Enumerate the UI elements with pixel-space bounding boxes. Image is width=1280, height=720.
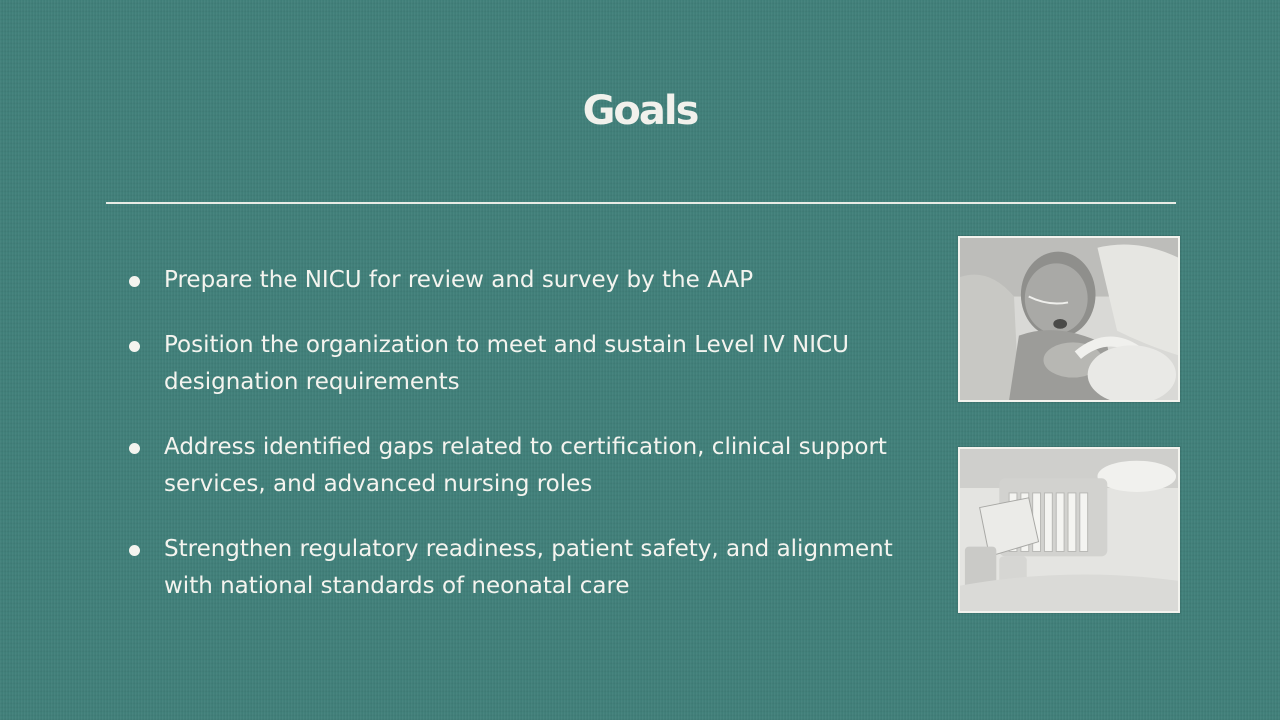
goal-item (128, 327, 898, 401)
newborn-photo-icon (960, 238, 1178, 400)
bullet-icon (129, 276, 140, 287)
goal-text: Strengthen regulatory readiness, patient safety, and alignment with national standards of neonatal care (164, 536, 893, 599)
goal-text: Prepare the NICU for review and survey by the AAP (164, 267, 754, 293)
bullet-icon (129, 443, 140, 454)
goal-text: Position the organization to meet and sustain Level IV NICU designation requirements (164, 332, 849, 395)
newborn-photo (958, 236, 1180, 402)
title-divider (106, 202, 1176, 204)
goals-list (128, 262, 898, 633)
goal-item (128, 262, 898, 299)
bullet-icon (129, 341, 140, 352)
goal-text: Address identified gaps related to certification, clinical support services, and advanced nursing roles (164, 434, 887, 497)
goal-item (128, 429, 898, 503)
breast-pump-photo (958, 447, 1180, 613)
goal-item (128, 531, 898, 605)
bullet-icon (129, 545, 140, 556)
breast-pump-bottles-icon (960, 449, 1178, 611)
slide-title: Goals (582, 88, 698, 134)
